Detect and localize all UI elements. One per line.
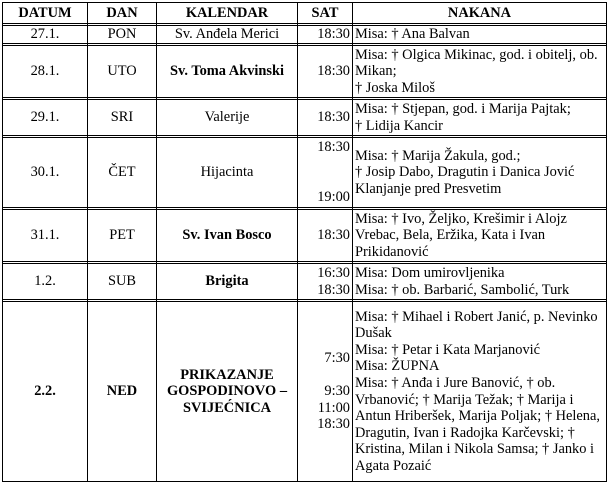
header-row xyxy=(3,3,607,24)
time: 18:30 xyxy=(317,109,350,126)
nakana-line: Misa: ŽUPNA xyxy=(355,358,440,375)
cell-nakana xyxy=(353,210,607,262)
table-row xyxy=(3,46,607,98)
cell-dan: ČET xyxy=(88,138,157,208)
nakana-line: Misa: † Ana Balvan xyxy=(355,26,470,43)
time: 11:00 xyxy=(317,399,350,416)
cell-datum: 2.2. xyxy=(3,302,88,482)
header-kalendar: KALENDAR xyxy=(157,3,298,24)
cell-nakana xyxy=(353,100,607,136)
cell-kalendar: Valerije xyxy=(157,100,298,136)
header-nakana: NAKANA xyxy=(353,3,607,24)
nakana-line: † Josip Dabo, Dragutin i Danica Jović xyxy=(355,164,575,181)
cell-nakana xyxy=(353,264,607,300)
time: 9:30 xyxy=(324,383,350,400)
cell-sat xyxy=(298,302,353,482)
cell-datum: 30.1. xyxy=(3,138,88,208)
nakana-line: Misa: † Petar i Kata Marjanović xyxy=(355,341,541,358)
time: 18:30 xyxy=(317,139,350,156)
cell-datum: 27.1. xyxy=(3,26,88,44)
cell-kalendar: Sv. Ivan Bosco xyxy=(157,210,298,262)
time: 18:30 xyxy=(317,63,350,80)
time: 7:30 xyxy=(324,350,350,367)
nakana-line: Misa: † Stjepan, god. i Marija Pajtak; xyxy=(355,100,571,117)
cell-datum: 31.1. xyxy=(3,210,88,262)
cell-sat xyxy=(298,26,353,44)
table-row xyxy=(3,138,607,208)
time: 18:30 xyxy=(317,26,350,43)
cell-kalendar: PRIKAZANJE GOSPODINOVO – SVIJEĆNICA xyxy=(157,302,298,482)
nakana-line: Misa: Dom umirovljenika xyxy=(355,264,505,281)
table-row xyxy=(3,26,607,44)
time: 18:30 xyxy=(317,281,350,298)
cell-dan: NED xyxy=(88,302,157,482)
nakana-line: Klanjanje pred Presvetim xyxy=(355,180,502,197)
cell-dan: PET xyxy=(88,210,157,262)
cell-nakana xyxy=(353,26,607,44)
cell-sat xyxy=(298,46,353,98)
cell-sat xyxy=(298,210,353,262)
nakana-line: Misa: † Anđa i Jure Banović, † ob. Vrbanović; † Marija Težak; † Marija i Antun Hriberšek, Marija Poljak; † Helena, Dragutin, Ivan i Radojka Karčevski; † Kristina, Milan i Nikola Samsa; † Janko i Agata Pozaić xyxy=(355,374,600,474)
cell-nakana xyxy=(353,138,607,208)
cell-sat xyxy=(298,100,353,136)
nakana-line: Misa: † Mihael i Robert Janić, p. Nevinko Dušak xyxy=(355,308,598,342)
cell-sat xyxy=(298,138,353,208)
cell-kalendar: Sv. Toma Akvinski xyxy=(157,46,298,98)
table-row xyxy=(3,264,607,300)
cell-nakana xyxy=(353,46,607,98)
cell-datum: 29.1. xyxy=(3,100,88,136)
nakana-line: Misa: † Marija Žakula, god.; xyxy=(355,147,521,164)
nakana-line: Misa: † Olgica Mikinac, god. i obitelj, ob. Mikan; xyxy=(355,46,598,80)
cell-dan: SUB xyxy=(88,264,157,300)
cell-sat xyxy=(298,264,353,300)
time: 16:30 xyxy=(317,264,350,281)
table-row xyxy=(3,302,607,482)
cell-dan: SRI xyxy=(88,100,157,136)
nakana-line: Misa: † Ivo, Željko, Krešimir i Alojz Vrebac, Bela, Eržika, Kata i Ivan Prikidanović xyxy=(355,210,567,260)
cell-datum: 28.1. xyxy=(3,46,88,98)
nakana-line: † Joska Miloš xyxy=(355,79,435,96)
cell-dan: PON xyxy=(88,26,157,44)
schedule-table xyxy=(2,2,607,482)
table-row xyxy=(3,210,607,262)
header-dan: DAN xyxy=(88,3,157,24)
cell-datum: 1.2. xyxy=(3,264,88,300)
time: 19:00 xyxy=(317,189,350,206)
time: 18:30 xyxy=(317,416,350,433)
nakana-line: Misa: † ob. Barbarić, Sambolić, Turk xyxy=(355,281,570,298)
nakana-line: † Lidija Kancir xyxy=(355,117,443,134)
time: 18:30 xyxy=(317,227,350,244)
header-sat: SAT xyxy=(298,3,353,24)
cell-kalendar: Brigita xyxy=(157,264,298,300)
table-row xyxy=(3,100,607,136)
cell-kalendar: Hijacinta xyxy=(157,138,298,208)
cell-kalendar: Sv. Anđela Merici xyxy=(157,26,298,44)
cell-dan: UTO xyxy=(88,46,157,98)
cell-nakana xyxy=(353,302,607,482)
header-datum: DATUM xyxy=(3,3,88,24)
